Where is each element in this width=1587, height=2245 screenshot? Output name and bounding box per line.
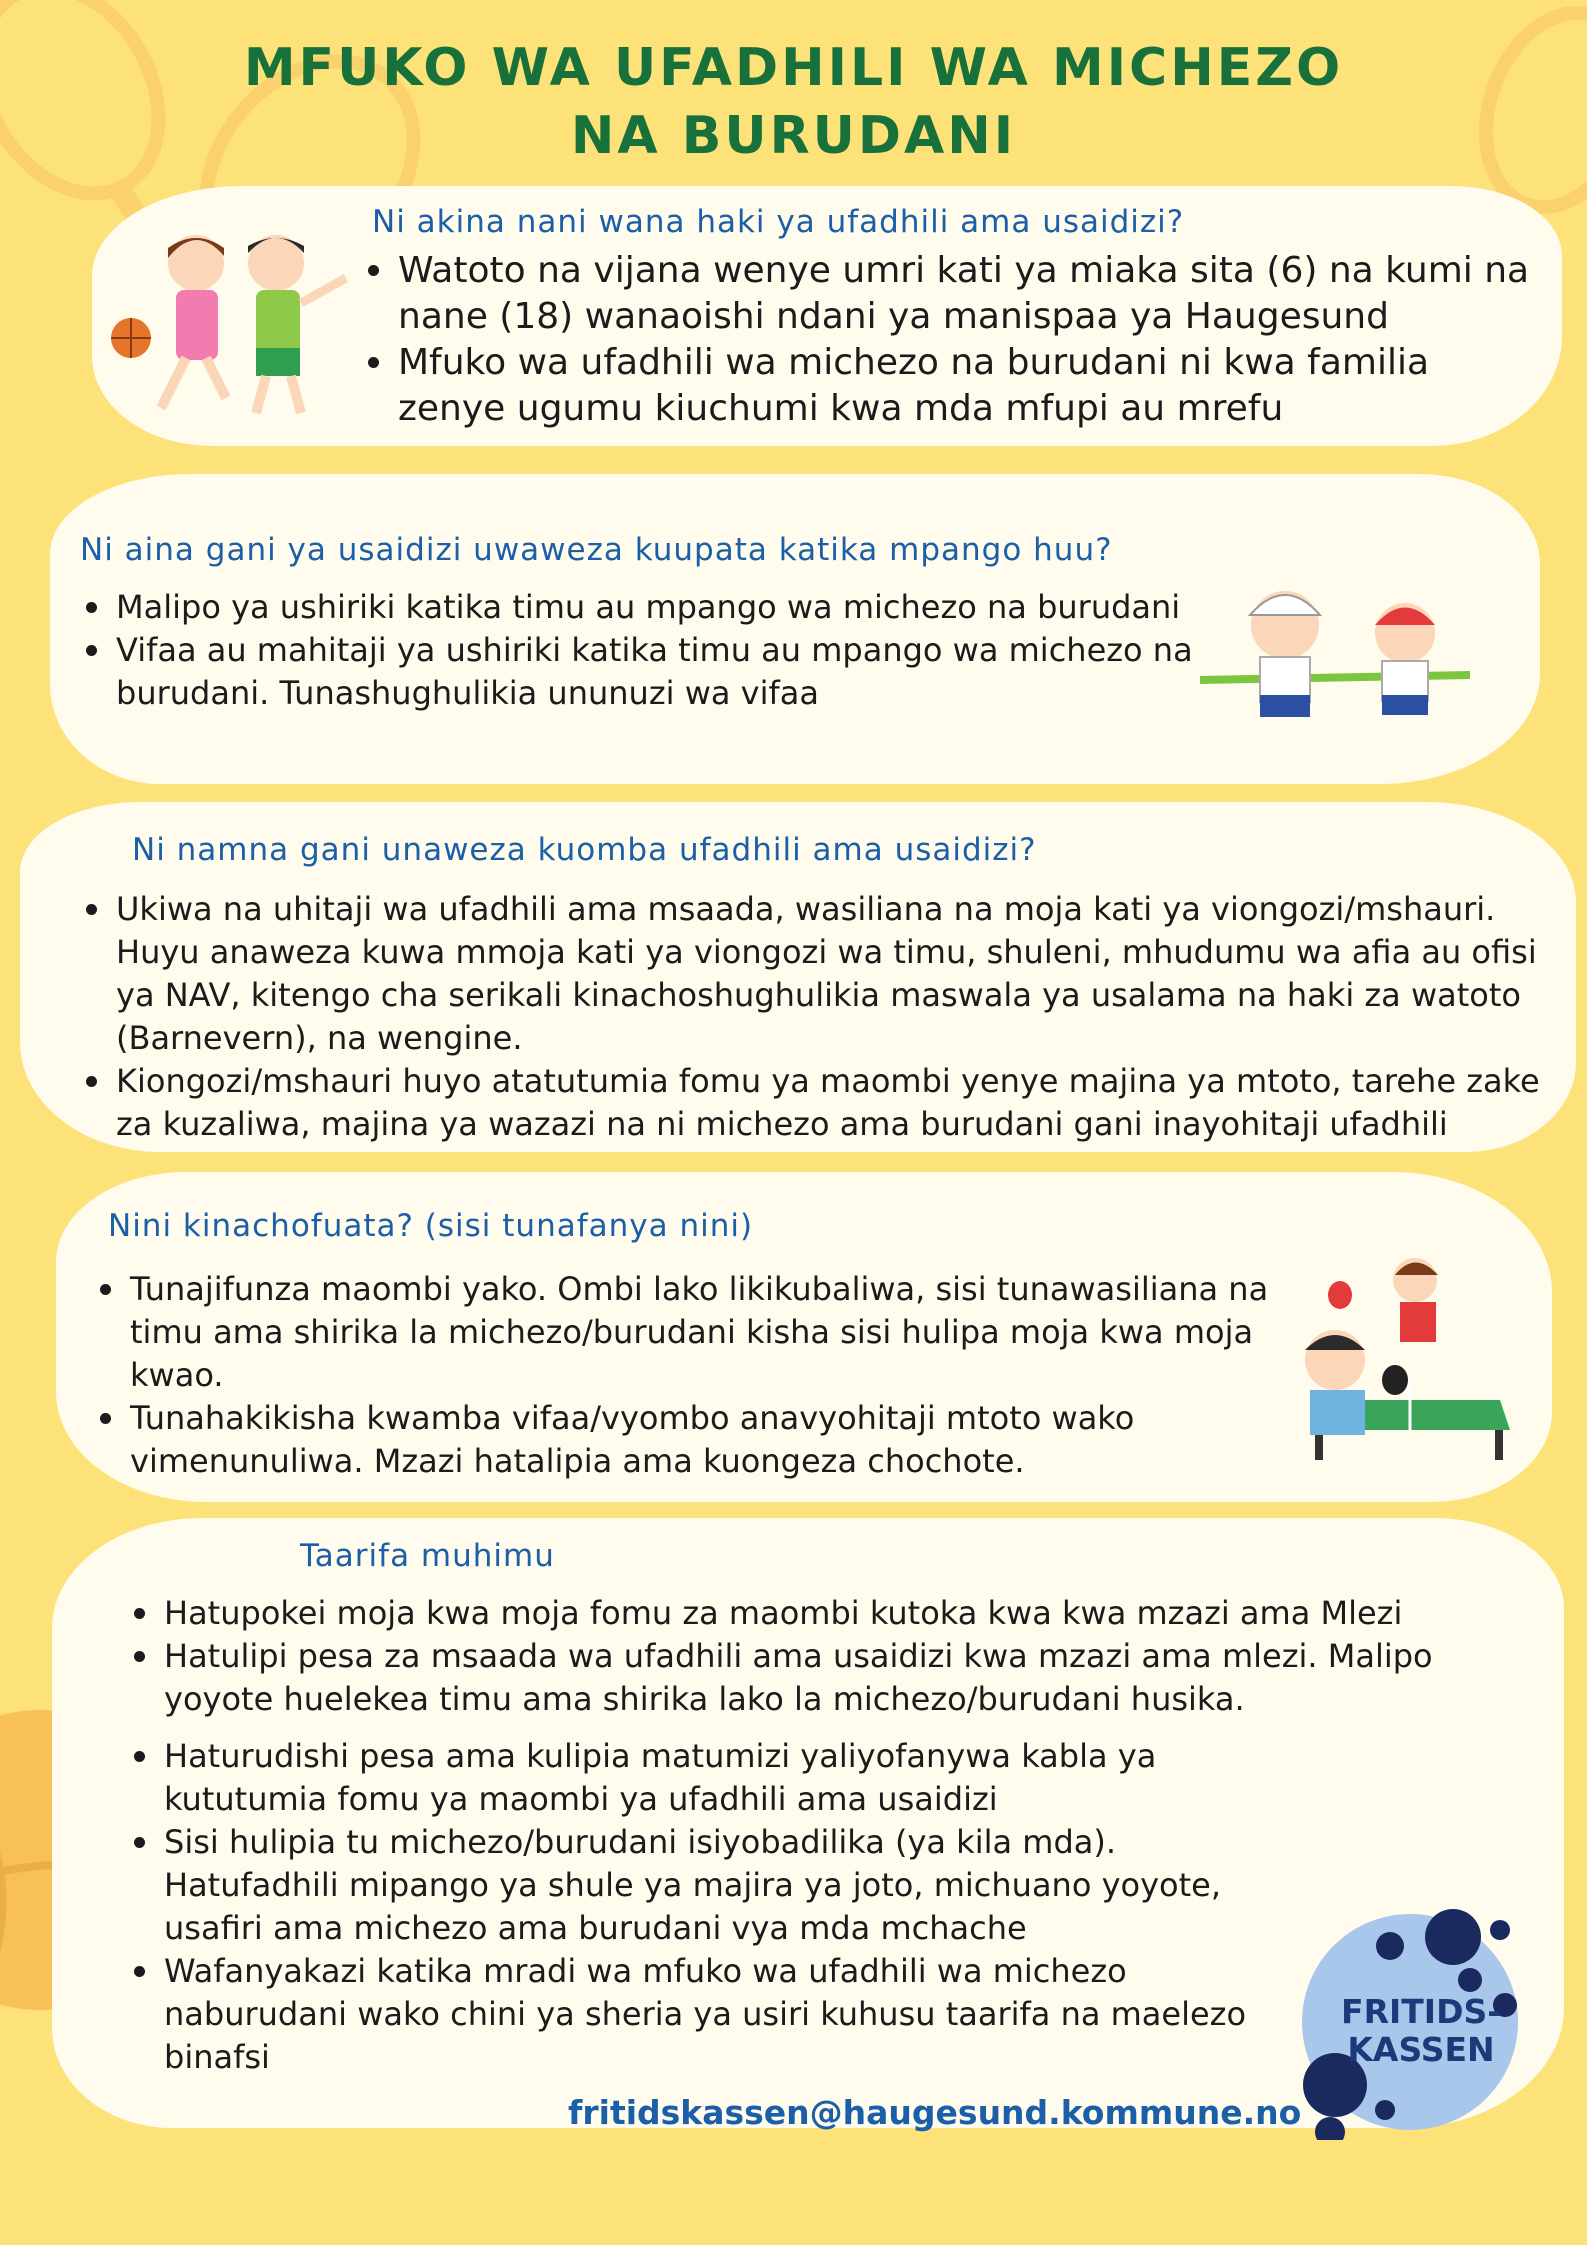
section-heading-how-to-apply: Ni namna gani unaweza kuomba ufadhili ama usaidizi? [132,832,1037,868]
title-line-2: NA BURUDANI [570,106,1017,166]
bullet-list-support-type [82,586,1212,715]
section-heading-next-steps: Nini kinachofuata? (sisi tunafanya nini) [108,1208,754,1244]
page-title [0,34,1587,170]
kids-basketball-icon [106,218,366,428]
logo-line-1: FRITIDS- [1341,1992,1501,2031]
section-heading-eligibility: Ni akina nani wana haki ya ufadhili ama usaidizi? [372,204,1185,240]
list-item: Sisi hulipia tu michezo/burudani isiyobadilika (ya kila mda). Hatufadhili mipango ya shule ya majira ya joto, michuano yoyote, usafiri ama michezo ama burudani vya mda mchache [130,1821,1294,1950]
logo-wordmark [1336,1993,1506,2069]
list-item: Malipo ya ushiriki katika timu au mpango wa michezo na burudani [82,586,1212,629]
list-item: Watoto na vijana wenye umri kati ya miaka sita (6) na kumi na nane (18) wanaoishi ndani ya manispaa ya Haugesund [364,248,1544,340]
list-item: Haturudishi pesa ama kulipia matumizi yaliyofanywa kabla ya kututumia fomu ya maombi ya ufadhili ama usaidizi [130,1735,1264,1821]
section-heading-support-type: Ni aina gani ya usaidizi uwaweza kuupata katika mpango huu? [80,532,1113,568]
section-heading-important-info: Taarifa muhimu [300,1538,555,1574]
list-item: Tunahakikisha kwamba vifaa/vyombo anavyohitaji mtoto wako vimenunuliwa. Mzazi hatalipia ama kuongeza chochote. [96,1397,1276,1483]
list-item: Hatulipi pesa za msaada wa ufadhili ama usaidizi kwa mzazi ama mlezi. Malipo yoyote huelekea timu ama shirika lako la michezo/burudani husika. [130,1635,1510,1721]
list-item: Wafanyakazi katika mradi wa mfuko wa ufadhili wa michezo naburudani wako chini ya sheria ya usiri kuhusu taarifa na maelezo binafsi [130,1950,1304,2079]
list-item: Hatupokei moja kwa moja fomu za maombi kutoka kwa kwa mzazi ama Mlezi [130,1592,1510,1635]
list-item: Tunajifunza maombi yako. Ombi lako likikubaliwa, sisi tunawasiliana na timu ama shirika la michezo/burudani kisha sisi hulipa moja kwa moja kwao. [96,1268,1276,1397]
contact-email-link[interactable]: fritidskassen@haugesund.kommune.no [568,2093,1302,2132]
table-tennis-icon [1300,1250,1510,1465]
kids-race-icon [1200,575,1470,735]
list-item: Vifaa au mahitaji ya ushiriki katika timu au mpango wa michezo na burudani. Tunashughulikia ununuzi wa vifaa [82,629,1212,715]
list-item: Mfuko wa ufadhili wa michezo na burudani ni kwa familia zenye ugumu kiuchumi kwa mda mfupi au mrefu [364,340,1544,432]
title-line-1: MFUKO WA UFADHILI WA MICHEZO [243,38,1344,98]
list-item: Kiongozi/mshauri huyo atatutumia fomu ya maombi yenye majina ya mtoto, tarehe zake za kuzaliwa, majina ya wazazi na ni michezo ama burudani gani inayohitaji ufadhili [82,1060,1557,1146]
logo-line-2: KASSEN [1347,2030,1495,2069]
bullet-list-next-steps [96,1268,1276,1483]
bullet-list-eligibility [364,248,1544,432]
bullet-list-how-to-apply [82,888,1557,1146]
list-item: Ukiwa na uhitaji wa ufadhili ama msaada, wasiliana na moja kati ya viongozi/mshauri. Huyu anaweza kuwa mmoja kati ya viongozi wa timu, shuleni, mhudumu wa afia au ofisi ya NAV, kitengo cha serikali kinachoshughulikia maswala ya usalama na haki za watoto (Barnevern), na wengine. [82,888,1557,1060]
